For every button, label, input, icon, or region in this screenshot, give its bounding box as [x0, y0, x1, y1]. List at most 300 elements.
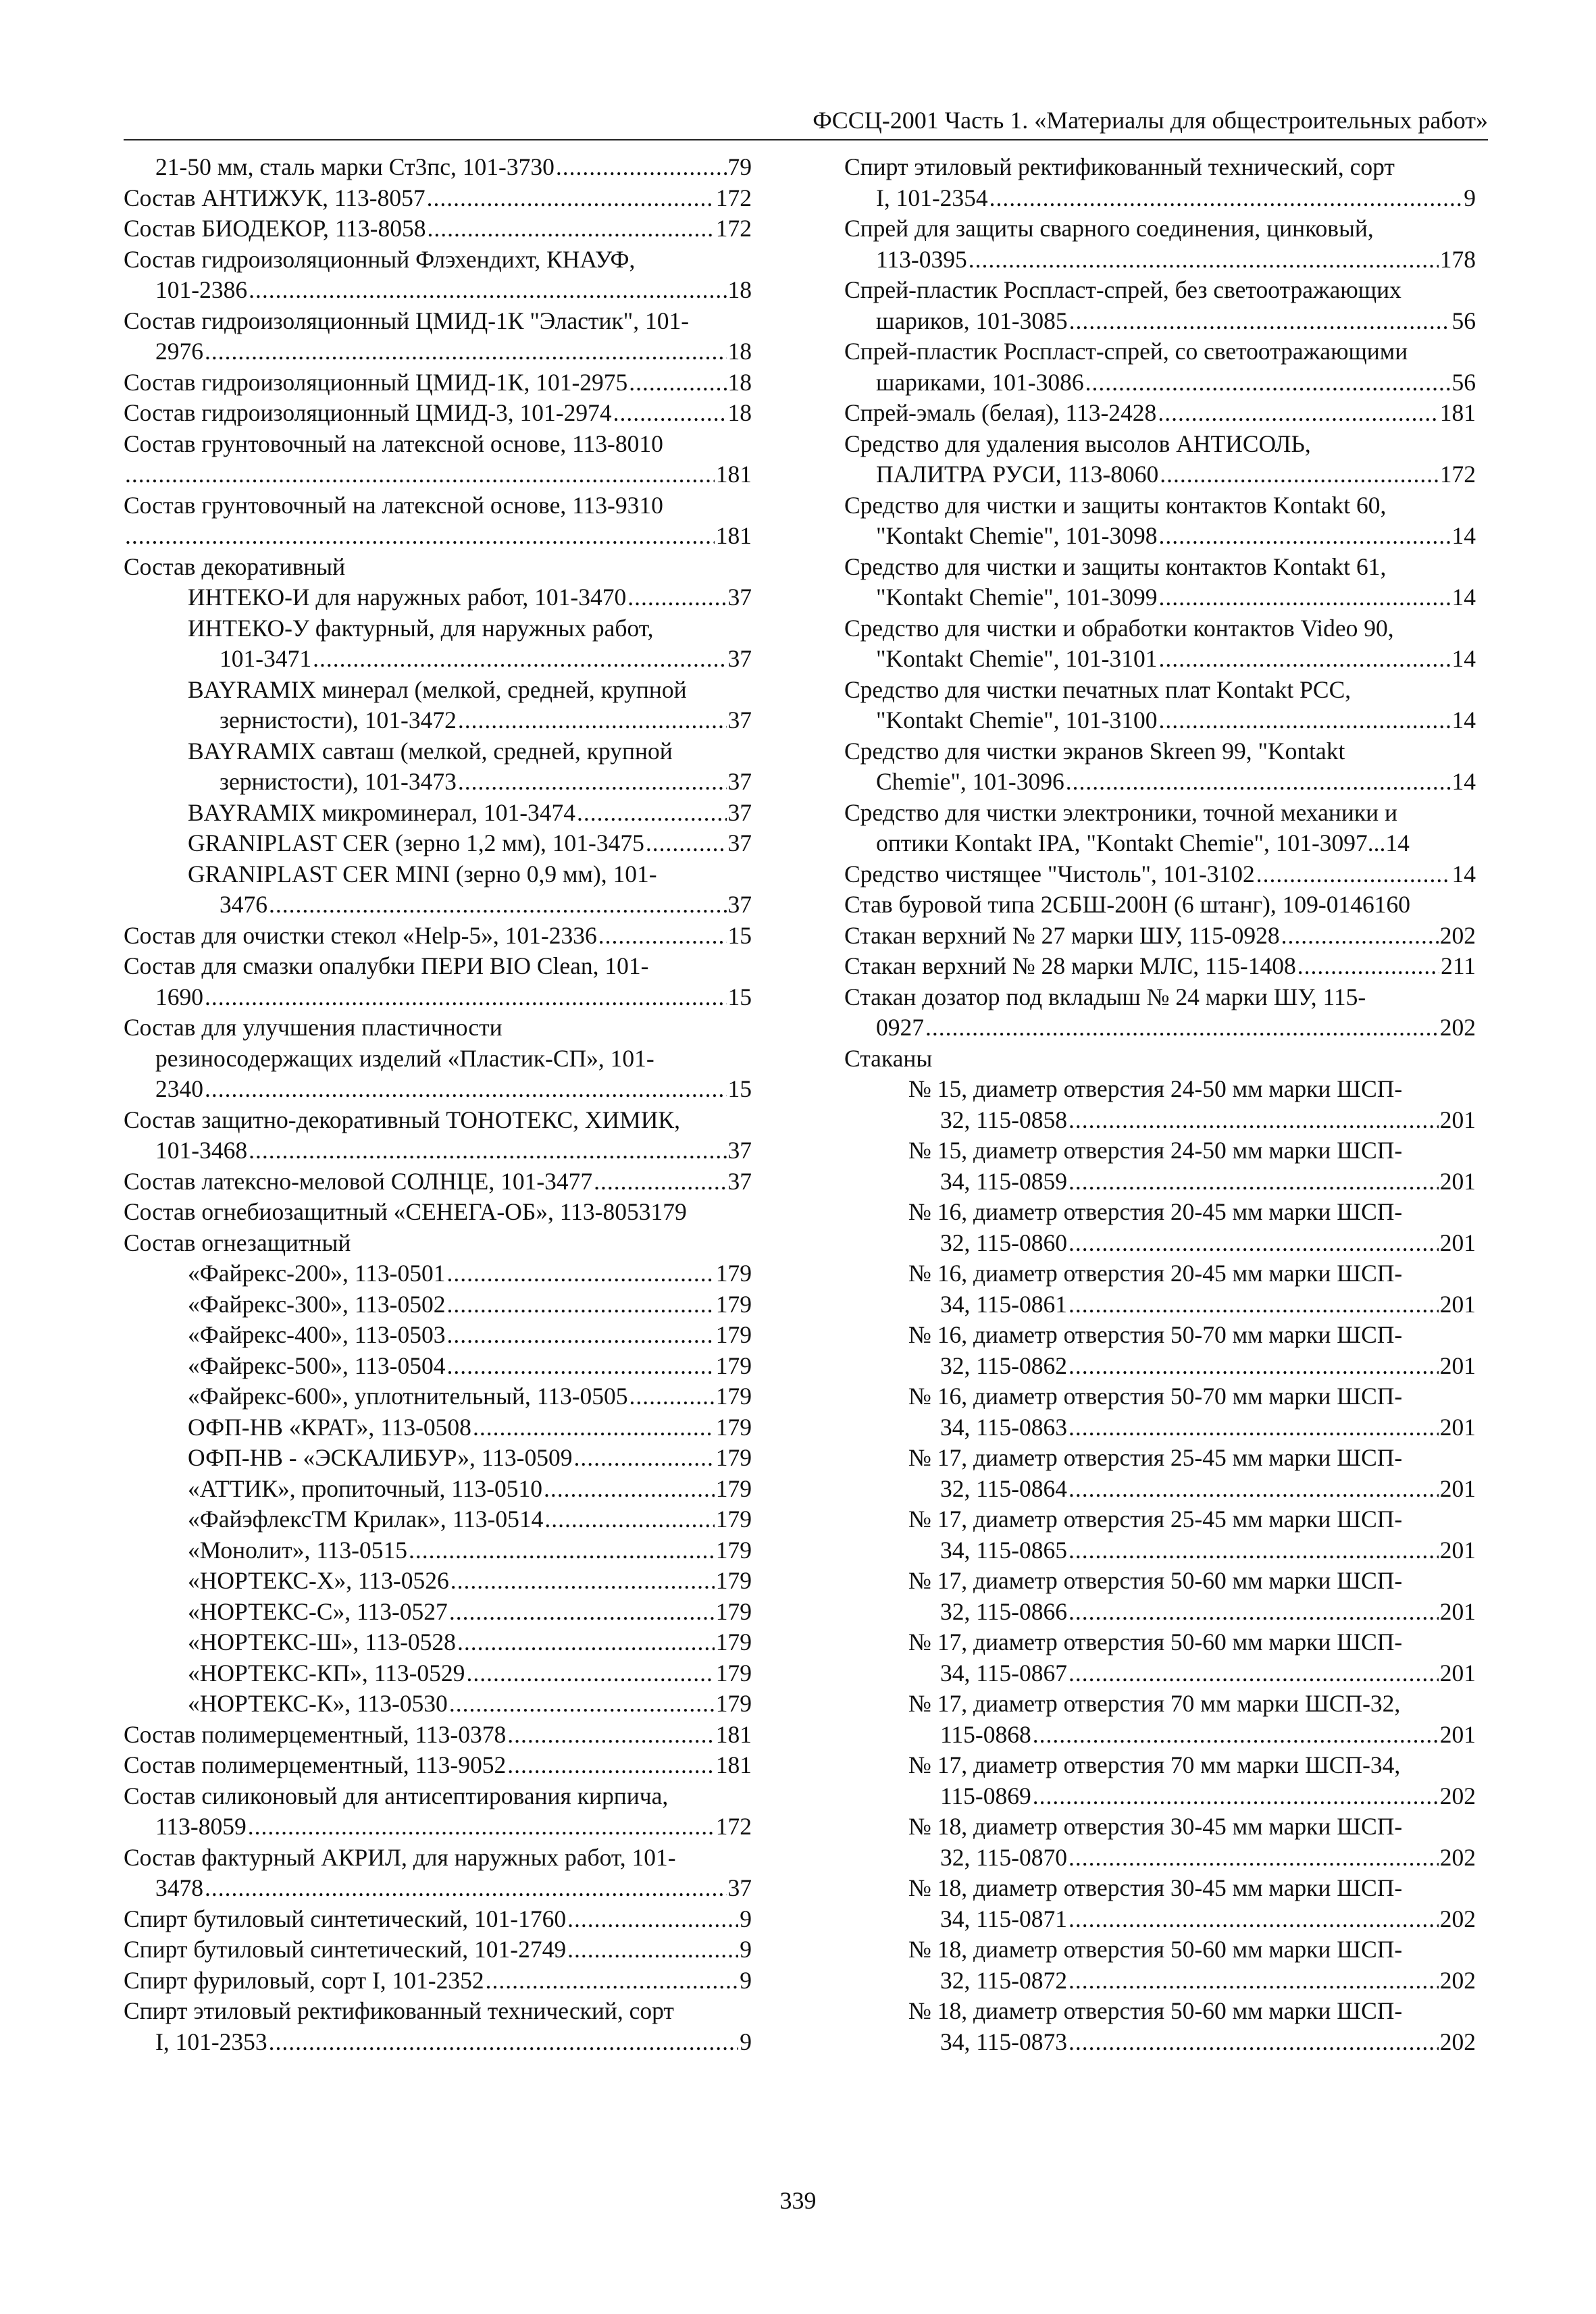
entry-text: 34, 115-0873 — [940, 2028, 1068, 2055]
entry-text: 34, 115-0867 — [940, 1659, 1068, 1687]
dot-leader — [1069, 1597, 1439, 1628]
dot-leader — [458, 767, 727, 798]
entry-page-number: 179 — [715, 1383, 752, 1410]
entry-text: шариков, 101-3085 — [876, 307, 1068, 334]
entry-text: 113-0395 — [876, 245, 967, 273]
entry-page-number: 179 — [715, 1628, 752, 1655]
entry-text: Состав силиконовый для антисептирования кирпича, — [124, 1782, 669, 1809]
index-entry — [844, 1197, 1476, 1258]
entry-page-number: 37 — [727, 706, 752, 734]
entry-text: «АТТИК», пропиточный, 113-0510 — [188, 1474, 543, 1502]
index-entry — [124, 1689, 752, 1720]
index-entry — [124, 1597, 752, 1628]
index-entry — [124, 1166, 752, 1198]
dot-leader — [613, 398, 727, 429]
entry-page-number: 37 — [727, 891, 752, 918]
entry-text: ИНТЕКО-И для наружных работ, 101-3470 — [188, 584, 627, 611]
entry-page-number: 179 — [715, 1567, 752, 1594]
index-entry — [124, 1996, 752, 2057]
entry-page-number: 14 — [1451, 706, 1476, 734]
entry-page-number: 37 — [727, 1137, 752, 1164]
dot-leader — [598, 921, 727, 952]
entry-text: 32, 115-0862 — [940, 1352, 1068, 1379]
entry-text: Состав гидроизоляционный ЦМИД-1К "Эластик", 101- — [124, 307, 690, 334]
entry-text: оптики Kontakt IPA, "Kontakt Chemie", 101-3097...14 — [876, 829, 1410, 856]
index-entry — [124, 1381, 752, 1412]
index-entry — [124, 1504, 752, 1535]
entry-text: Состав грунтовочный на латексной основе, 113-9310 — [124, 491, 663, 519]
entry-text: ОФП-НВ «КРАТ», 113-0508 — [188, 1413, 471, 1441]
entry-text: Средство для чистки электроники, точной механики и — [844, 798, 1397, 826]
index-entry — [124, 1474, 752, 1505]
index-entry — [844, 1504, 1476, 1566]
dot-leader — [574, 1443, 715, 1474]
entry-page-number: 37 — [727, 768, 752, 795]
entry-text: № 16, диаметр отверстия 20-45 мм марки ШСП- — [908, 1198, 1403, 1225]
entry-text: «НОРТЕКС-КП», 113-0529 — [188, 1659, 465, 1687]
entry-page-number: 18 — [727, 276, 752, 303]
entry-page-number: 18 — [727, 399, 752, 426]
dot-leader — [1069, 1412, 1439, 1443]
entry-text: Стакан дозатор под вкладыш № 24 марки ШУ, 115- — [844, 983, 1366, 1010]
entry-text: № 16, диаметр отверстия 20-45 мм марки ШСП- — [908, 1260, 1403, 1287]
index-entry — [844, 982, 1476, 1044]
entry-page-number: 172 — [715, 184, 752, 211]
entry-text: № 17, диаметр отверстия 25-45 мм марки ШСП- — [908, 1506, 1403, 1533]
entry-text: I, 101-2354 — [876, 184, 988, 211]
entry-text: № 18, диаметр отверстия 30-45 мм марки ШСП- — [908, 1874, 1403, 1901]
entry-text: Состав декоративный — [124, 552, 346, 580]
index-entry — [844, 1934, 1476, 1996]
dot-leader — [1069, 1351, 1439, 1382]
dot-leader — [507, 1720, 715, 1751]
entry-text: № 17, диаметр отверстия 70 мм марки ШСП-32, — [908, 1690, 1401, 1717]
entry-text: № 15, диаметр отверстия 24-50 мм марки ШСП- — [908, 1075, 1403, 1102]
index-entry — [844, 1996, 1476, 2057]
entry-text: Средство для удаления высолов АНТИСОЛЬ, — [844, 430, 1311, 457]
index-entry — [844, 1873, 1476, 1934]
entry-page-number: 9 — [740, 2028, 752, 2055]
index-entry — [124, 1320, 752, 1351]
index-entry — [844, 1074, 1476, 1135]
entry-text: «Файрекс-200», 113-0501 — [188, 1260, 446, 1287]
entry-page-number: 18 — [727, 368, 752, 396]
entry-page-number: 181 — [715, 522, 752, 549]
entry-text: GRANIPLAST CER (зерно 1,2 мм), 101-3475 — [188, 829, 644, 856]
dot-leader — [458, 705, 727, 736]
dot-leader — [594, 1166, 726, 1198]
index-entry — [844, 275, 1476, 336]
index-entry — [124, 1012, 752, 1105]
entry-text: «ФайэфлексТМ Крилак», 113-0514 — [188, 1506, 544, 1533]
entry-text: 115-0868 — [940, 1720, 1031, 1748]
entry-text: Состав полимерцементный, 113-9052 — [124, 1751, 507, 1778]
dot-leader — [427, 213, 714, 245]
entry-page-number: 211 — [1441, 952, 1476, 979]
index-entry — [124, 1934, 752, 1965]
entry-page-number: 179 — [715, 1413, 752, 1441]
index-entry — [124, 1843, 752, 1904]
index-entry — [124, 1258, 752, 1289]
dot-leader — [1158, 705, 1450, 736]
entry-text: Состав огнебиозащитный «СЕНЕГА-ОБ», 113-8053179 — [124, 1198, 687, 1225]
entry-text: "Kontakt Chemie", 101-3099 — [876, 584, 1158, 611]
dot-leader — [1069, 1904, 1439, 1935]
entry-text: 32, 115-0858 — [940, 1106, 1068, 1133]
dot-leader — [1033, 1720, 1439, 1751]
index-entry — [844, 152, 1476, 213]
dot-leader — [205, 982, 727, 1013]
index-entry — [124, 736, 752, 798]
index-entry — [124, 306, 752, 367]
entry-text: 34, 115-0861 — [940, 1290, 1068, 1318]
entry-page-number: 181 — [715, 1751, 752, 1778]
entry-text: Состав БИОДЕКОР, 113-8058 — [124, 215, 426, 242]
entry-text: 34, 115-0871 — [940, 1905, 1068, 1932]
dot-leader — [1256, 859, 1451, 890]
entry-text: 101-3468 — [155, 1137, 248, 1164]
index-entry — [844, 429, 1476, 490]
entry-text: 32, 115-0860 — [940, 1229, 1068, 1256]
dot-leader — [313, 644, 726, 675]
entry-page-number: 181 — [715, 461, 752, 488]
entry-text: 115-0869 — [940, 1782, 1031, 1809]
entry-text: 34, 115-0863 — [940, 1413, 1068, 1441]
index-entry — [124, 1443, 752, 1474]
entry-page-number: 179 — [715, 1321, 752, 1348]
entry-text: "Kontakt Chemie", 101-3101 — [876, 645, 1158, 672]
dot-leader — [646, 828, 727, 859]
entry-page-number: 172 — [715, 1813, 752, 1840]
entry-page-number: 14 — [1451, 768, 1476, 795]
index-entry — [844, 490, 1476, 552]
entry-text: № 16, диаметр отверстия 50-70 мм марки ШСП- — [908, 1321, 1403, 1348]
entry-text: Состав полимерцементный, 113-0378 — [124, 1720, 507, 1748]
index-entry — [124, 213, 752, 245]
entry-text: 34, 115-0859 — [940, 1167, 1068, 1195]
index-entry — [124, 1627, 752, 1658]
index-entry — [124, 1781, 752, 1843]
dot-leader — [1069, 1474, 1439, 1505]
entry-page-number: 201 — [1439, 1167, 1476, 1195]
dot-leader — [567, 1934, 738, 1965]
entry-text: 32, 115-0866 — [940, 1597, 1068, 1625]
entry-page-number: 37 — [727, 798, 752, 826]
entry-text: Состав АНТИЖУК, 113-8057 — [124, 184, 426, 211]
entry-page-number: 14 — [1451, 522, 1476, 549]
entry-text: 3476 — [220, 891, 267, 918]
dot-leader — [473, 1412, 715, 1443]
dot-leader — [447, 1258, 715, 1289]
index-entry — [124, 1965, 752, 1997]
entry-text: «НОРТЕКС-Х», 113-0526 — [188, 1567, 449, 1594]
index-entry — [844, 890, 1476, 921]
dot-leader — [447, 1289, 715, 1320]
entry-page-number: 201 — [1439, 1597, 1476, 1625]
entry-text: Спрей-пластик Роспласт-спрей, со светоотражающими — [844, 338, 1408, 365]
index-entry — [124, 613, 752, 675]
index-entry — [124, 1412, 752, 1443]
entry-page-number: 9 — [1464, 184, 1476, 211]
dot-leader — [466, 1658, 714, 1689]
index-entry — [844, 1443, 1476, 1504]
dot-leader — [1069, 1535, 1439, 1566]
dot-leader — [451, 1566, 715, 1597]
entry-text: № 18, диаметр отверстия 50-60 мм марки ШСП- — [908, 1936, 1403, 1963]
index-entry — [844, 336, 1476, 398]
dot-leader — [989, 183, 1463, 214]
index-entry — [844, 859, 1476, 890]
entry-text: Стакан верхний № 27 марки ШУ, 115-0928 — [844, 921, 1280, 949]
dot-leader — [567, 1904, 738, 1935]
entry-text: 34, 115-0865 — [940, 1536, 1068, 1564]
index-entry — [124, 367, 752, 398]
index-column-left — [124, 152, 752, 2057]
entry-text: № 17, диаметр отверстия 50-60 мм марки ШСП- — [908, 1567, 1403, 1594]
entry-text: 0927 — [876, 1014, 924, 1041]
dot-leader — [1160, 459, 1439, 490]
index-entry — [124, 859, 752, 921]
entry-text: 2340 — [155, 1075, 203, 1102]
index-entry — [124, 1535, 752, 1566]
entry-page-number: 37 — [727, 584, 752, 611]
index-entry — [124, 183, 752, 214]
entry-text: ПАЛИТРА РУСИ, 113-8060 — [876, 461, 1159, 488]
dot-leader — [1066, 767, 1451, 798]
dot-leader — [1069, 1166, 1439, 1198]
entry-page-number: 179 — [715, 1352, 752, 1379]
dot-leader — [1069, 1843, 1439, 1874]
entry-text: 3478 — [155, 1874, 203, 1901]
entry-text: "Kontakt Chemie", 101-3100 — [876, 706, 1158, 734]
entry-page-number: 14 — [1451, 584, 1476, 611]
entry-text: «Файрекс-500», 113-0504 — [188, 1352, 446, 1379]
entry-text: 113-8059 — [155, 1813, 247, 1840]
entry-text: Состав для очистки стекол «Help-5», 101-2336 — [124, 921, 597, 949]
dot-leader — [457, 1627, 715, 1658]
index-entry — [124, 1720, 752, 1751]
entry-text: BAYRAMIX микроминерал, 101-3474 — [188, 798, 576, 826]
index-entry — [124, 1105, 752, 1166]
entry-text: № 18, диаметр отверстия 50-60 мм марки ШСП- — [908, 1997, 1403, 2024]
entry-text: Средство для чистки и защиты контактов Kontakt 60, — [844, 491, 1387, 519]
entry-text: «Монолит», 113-0515 — [188, 1536, 407, 1564]
entry-page-number: 37 — [727, 1874, 752, 1901]
entry-text: "Kontakt Chemie", 101-3098 — [876, 522, 1158, 549]
index-entry — [124, 398, 752, 429]
index-entry — [124, 1197, 752, 1228]
index-entry — [124, 582, 752, 613]
dot-leader — [1069, 1228, 1439, 1259]
entry-page-number: 9 — [740, 1936, 752, 1963]
index-entry — [124, 1750, 752, 1781]
dot-leader — [1069, 1105, 1439, 1136]
index-entry — [124, 675, 752, 736]
entry-text: Состав грунтовочный на латексной основе, 113-8010 — [124, 430, 663, 457]
dot-leader — [969, 245, 1439, 276]
entry-text: Стакан верхний № 28 марки МЛС, 115-1408 — [844, 952, 1296, 979]
entry-text: ОФП-НВ - «ЭСКАЛИБУР», 113-0509 — [188, 1444, 573, 1471]
index-entry — [124, 245, 752, 306]
entry-text: «Файрекс-600», уплотнительный, 113-0505 — [188, 1383, 628, 1410]
entry-text: № 15, диаметр отверстия 24-50 мм марки ШСП- — [908, 1137, 1403, 1164]
entry-text: 1690 — [155, 983, 203, 1010]
entry-page-number: 201 — [1439, 1352, 1476, 1379]
entry-text: 2976 — [155, 338, 203, 365]
dot-leader — [1158, 644, 1450, 675]
index-entry — [124, 921, 752, 952]
index-entry — [124, 1351, 752, 1382]
entry-text: «НОРТЕКС-К», 113-0530 — [188, 1690, 448, 1717]
entry-text: GRANIPLAST CER MINI (зерно 0,9 мм), 101- — [188, 860, 657, 888]
entry-page-number: 179 — [715, 1506, 752, 1533]
entry-text: «Файрекс-300», 113-0502 — [188, 1290, 446, 1318]
entry-text: BAYRAMIX минерал (мелкой, средней, крупной — [188, 675, 687, 703]
entry-text: Состав для смазки опалубки ПЕРИ BIO Clean, 101- — [124, 952, 649, 979]
entry-text: Средство для чистки экранов Skreen 99, "Kontakt — [844, 737, 1345, 765]
entry-page-number: 15 — [727, 921, 752, 949]
index-entry — [124, 1228, 752, 1259]
entry-page-number: 15 — [727, 983, 752, 1010]
entry-page-number: 179 — [715, 1290, 752, 1318]
entry-text: Спирт фуриловый, сорт I, 101-2352 — [124, 1966, 484, 1994]
entry-page-number: 9 — [740, 1966, 752, 1994]
entry-page-number: 56 — [1451, 368, 1476, 396]
index-entry — [124, 152, 752, 183]
entry-text: Спирт этиловый ректификованный технический, сорт — [844, 153, 1395, 180]
dot-leader — [507, 1750, 715, 1781]
entry-text: Спрей для защиты сварного соединения, цинковый, — [844, 215, 1374, 242]
page-number: 339 — [779, 2187, 817, 2214]
entry-text: 101-3471 — [220, 645, 312, 672]
dot-leader — [544, 1504, 714, 1535]
entry-text: BAYRAMIX савташ (мелкой, средней, крупной — [188, 737, 673, 765]
entry-page-number: 202 — [1439, 1843, 1476, 1871]
entry-text: 32, 115-0872 — [940, 1966, 1068, 1994]
index-entry — [124, 1566, 752, 1597]
dot-leader — [248, 1811, 715, 1843]
entry-text: зернистости), 101-3473 — [220, 768, 457, 795]
dot-leader — [556, 152, 727, 183]
entry-text: Состав гидроизоляционный Флэхендихт, КНАУФ, — [124, 245, 636, 273]
entry-page-number: 179 — [715, 1659, 752, 1687]
dot-leader — [205, 1074, 727, 1105]
dot-leader — [125, 521, 715, 552]
index-entry — [844, 951, 1476, 982]
entry-text: № 16, диаметр отверстия 50-70 мм марки ШСП- — [908, 1383, 1403, 1410]
entry-text: I, 101-2353 — [155, 2028, 267, 2055]
entry-text: Состав гидроизоляционный ЦМИД-1К, 101-2975 — [124, 368, 628, 396]
index-entry — [844, 798, 1476, 859]
entry-page-number: 181 — [1439, 399, 1476, 426]
entry-page-number: 201 — [1439, 1720, 1476, 1748]
dot-leader — [269, 890, 727, 921]
dot-leader — [1069, 1965, 1439, 1997]
entry-page-number: 181 — [715, 1720, 752, 1748]
entry-page-number: 179 — [715, 1597, 752, 1625]
entry-text: «Файрекс-400», 113-0503 — [188, 1321, 446, 1348]
dot-leader — [249, 1135, 726, 1166]
entry-text: зернистости), 101-3472 — [220, 706, 457, 734]
index-column-right — [844, 152, 1476, 2057]
entry-page-number: 56 — [1451, 307, 1476, 334]
dot-leader — [1297, 951, 1439, 982]
entry-page-number: 202 — [1439, 2028, 1476, 2055]
dot-leader — [1085, 367, 1451, 398]
entry-text: Спирт бутиловый синтетический, 101-2749 — [124, 1936, 567, 1963]
entry-text: резиносодержащих изделий «Пластик-СП», 101- — [155, 1044, 654, 1072]
index-entry — [844, 1689, 1476, 1750]
entry-text: Состав защитно-декоративный ТОНОТЕКС, ХИМИК, — [124, 1106, 680, 1133]
entry-page-number: 179 — [715, 1474, 752, 1502]
index-entry — [844, 1320, 1476, 1381]
dot-leader — [269, 2027, 739, 2058]
entry-text: 21-50 мм, сталь марки Ст3пс, 101-3730 — [155, 153, 555, 180]
running-header — [124, 101, 1488, 140]
entry-text: Средство для чистки и защиты контактов Kontakt 61, — [844, 552, 1387, 580]
index-entry — [844, 613, 1476, 675]
dot-leader — [205, 336, 727, 367]
entry-page-number: 37 — [727, 829, 752, 856]
entry-page-number: 37 — [727, 645, 752, 672]
dot-leader — [1069, 1289, 1439, 1320]
entry-page-number: 18 — [727, 338, 752, 365]
index-entry — [124, 429, 752, 490]
entry-text: Спрей-эмаль (белая), 113-2428 — [844, 399, 1157, 426]
index-entry — [124, 1658, 752, 1689]
entry-page-number: 201 — [1439, 1290, 1476, 1318]
entry-page-number: 179 — [715, 1536, 752, 1564]
entry-text: № 18, диаметр отверстия 30-45 мм марки ШСП- — [908, 1813, 1403, 1840]
entry-text: Chemie", 101-3096 — [876, 768, 1064, 795]
entry-text: Состав латексно-меловой СОЛНЦЕ, 101-3477 — [124, 1167, 593, 1195]
index-entry — [844, 675, 1476, 736]
entry-page-number: 179 — [715, 1260, 752, 1287]
entry-page-number: 14 — [1451, 860, 1476, 888]
entry-text: шариками, 101-3086 — [876, 368, 1084, 396]
entry-text: Состав гидроизоляционный ЦМИД-3, 101-2974 — [124, 399, 612, 426]
entry-page-number: 201 — [1439, 1536, 1476, 1564]
entry-page-number: 201 — [1439, 1229, 1476, 1256]
dot-leader — [544, 1474, 715, 1505]
entry-page-number: 172 — [715, 215, 752, 242]
entry-text: Состав фактурный АКРИЛ, для наружных работ, 101- — [124, 1843, 676, 1871]
dot-leader — [1069, 306, 1451, 337]
entry-page-number: 202 — [1439, 1905, 1476, 1932]
index-entry — [124, 490, 752, 552]
index-entry — [124, 1904, 752, 1935]
dot-leader — [449, 1597, 715, 1628]
entry-page-number: 179 — [715, 1444, 752, 1471]
entry-page-number: 9 — [740, 1905, 752, 1932]
dot-leader — [427, 183, 715, 214]
entry-text: «НОРТЕКС-С», 113-0527 — [188, 1597, 448, 1625]
entry-page-number: 202 — [1439, 1966, 1476, 1994]
dot-leader — [1069, 2027, 1439, 2058]
entry-page-number: 14 — [1451, 645, 1476, 672]
entry-page-number: 202 — [1439, 1014, 1476, 1041]
entry-page-number: 178 — [1439, 245, 1476, 273]
entry-text: Спирт этиловый ректификованный технический, сорт — [124, 1997, 674, 2024]
dot-leader — [1158, 398, 1438, 429]
dot-leader — [449, 1689, 715, 1720]
entry-text: «НОРТЕКС-Ш», 113-0528 — [188, 1628, 456, 1655]
entry-text: 101-2386 — [155, 276, 248, 303]
dot-leader — [1281, 921, 1439, 952]
entry-text: Средство для чистки и обработки контактов Video 90, — [844, 614, 1394, 642]
entry-page-number: 202 — [1439, 921, 1476, 949]
entry-page-number: 201 — [1439, 1413, 1476, 1441]
